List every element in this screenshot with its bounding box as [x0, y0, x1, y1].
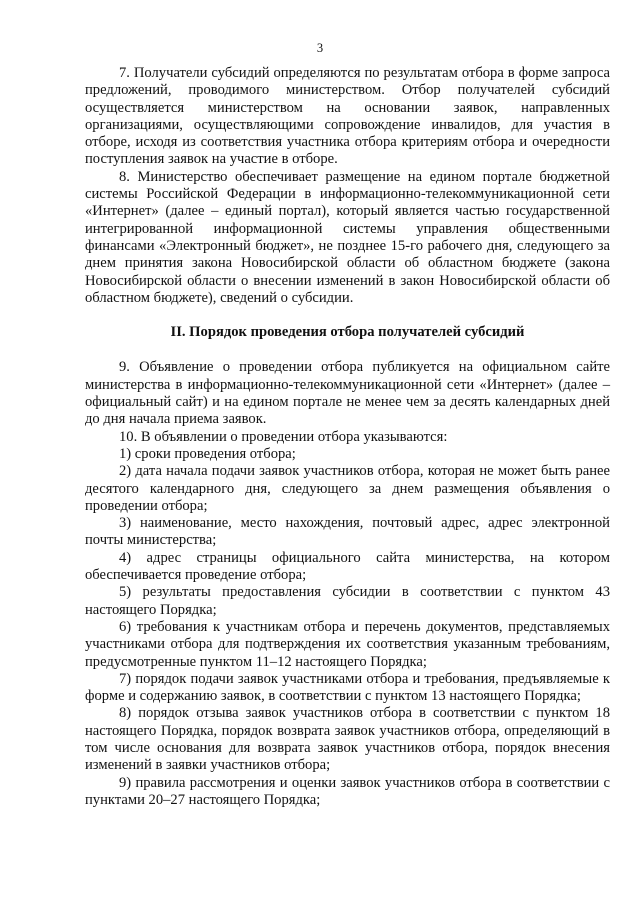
list-item-4: 4) адрес страницы официального сайта министерства, на котором обеспечивается проведение отбора; — [85, 549, 610, 584]
paragraph-7: 7. Получатели субсидий определяются по результатам отбора в форме запроса предложений, проводимого министерством. Отбор получателей субсидий осуществляется министерством на основании заявок, направленных организациями, осуществляющими сопровождение инвалидов, для участия в отборе, исходя из соответствия участника отбора критериям отбора и очередности поступления заявок на участие в отборе. — [85, 65, 610, 168]
list-item-1: 1) сроки проведения отбора; — [119, 445, 296, 462]
section-title: II. Порядок проведения отбора получателей субсидий — [170, 324, 525, 341]
paragraph-8: 8. Министерство обеспечивает размещение на едином портале бюджетной системы Российской Федерации в информационно-телекоммуникационной сети «Интернет» (далее – единый портал), который является частью государственной интегрированной информационной системы управления общественными финансами «Электронный бюджет», не позднее 15-го рабочего дня, следующего за днем принятия закона Новосибирской области об областном бюджете (закона Новосибирской области о внесении изменений в закон Новосибирской области об областном бюджете), сведений о субсидии. — [85, 168, 610, 306]
list-item-5: 5) результаты предоставления субсидии в соответствии с пунктом 43 настоящего Порядка; — [85, 584, 610, 618]
document-body — [85, 65, 610, 809]
list-item-6: 6) требования к участникам отбора и перечень документов, представляемых участниками отбора для подтверждения их соответствия указанным требованиям, предусмотренные пунктом 11–12 настоящего Порядка; — [85, 618, 610, 670]
paragraph-10: 10. В объявлении о проведении отбора указываются: — [119, 428, 448, 445]
page-number: 3 — [316, 41, 324, 55]
list-item-7: 7) порядок подачи заявок участниками отбора и требования, предъявляемые к форме и содержанию заявок, в соответствии с пунктом 13 настоящего Порядка; — [85, 670, 610, 705]
paragraph-9: 9. Объявление о проведении отбора публикуется на официальном сайте министерства в информационно-телекоммуникационной сети «Интернет» (далее – официальный сайт) и на едином портале не менее чем за десять календарных дней до дня начала приема заявок. — [85, 359, 610, 428]
list-item-2: 2) дата начала подачи заявок участников отбора, которая не может быть ранее десятого календарного дня, следующего за днем размещения объявления о проведении отбора; — [85, 463, 610, 514]
list-item-3: 3) наименование, место нахождения, почтовый адрес, адрес электронной почты министерства; — [85, 515, 610, 549]
list-item-8: 8) порядок отзыва заявок участников отбора в соответствии с пунктом 18 настоящего Порядка, порядок возврата заявок участников отбора, определяющий в том числе основания для возврата заявок участников отбора, порядок внесения изменений в заявки участников отбора; — [85, 705, 610, 774]
list-item-9: 9) правила рассмотрения и оценки заявок участников отбора в соответствии с пунктами 20–27 настоящего Порядка; — [85, 774, 610, 808]
